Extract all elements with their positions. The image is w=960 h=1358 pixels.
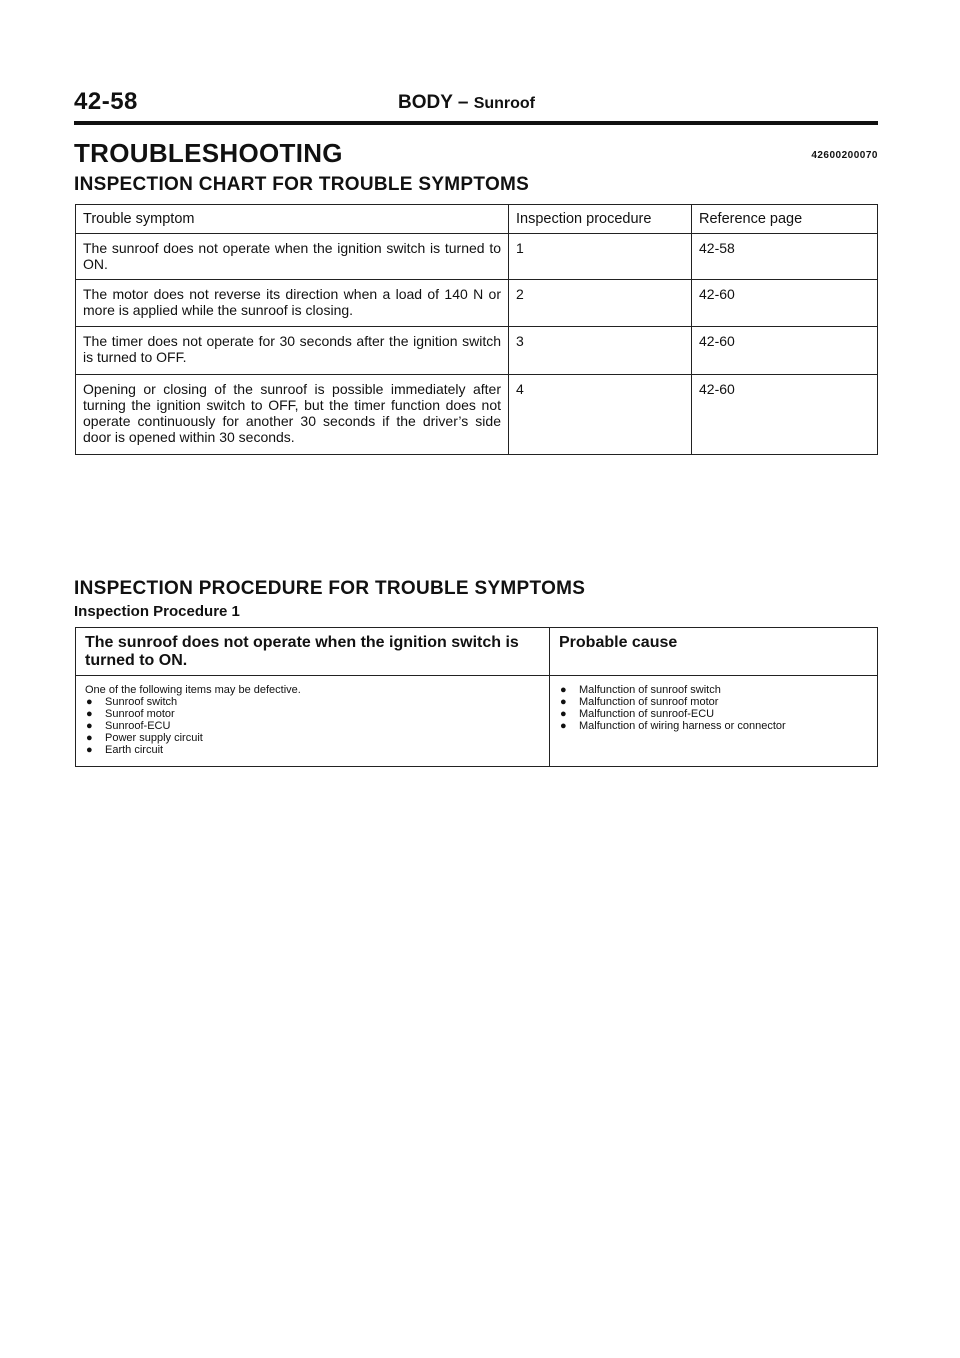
bullet-icon: ●	[560, 696, 567, 708]
table-row	[76, 375, 878, 455]
list-item	[559, 720, 868, 732]
title-dash: –	[452, 92, 474, 113]
chart-title: INSPECTION CHART FOR TROUBLE SYMPTOMS	[74, 174, 530, 195]
procedure-1-table	[75, 627, 878, 767]
procedure-1-title: Inspection Procedure 1	[74, 603, 240, 620]
list-item	[559, 696, 868, 708]
bullet-icon: ●	[560, 720, 567, 732]
list-item	[85, 744, 540, 756]
procedure-cell: 4	[509, 375, 692, 455]
symptom-cell: The motor does not reverse its direction when a load of 140 N or more is applied while the sunroof is closing.	[76, 280, 509, 327]
reference-page-cell: 42-60	[692, 375, 878, 455]
list-item	[85, 696, 540, 708]
main-title: TROUBLESHOOTING	[74, 138, 343, 168]
procedure-symptom-header: The sunroof does not operate when the ignition switch is turned to ON.	[76, 628, 550, 676]
reference-page-cell: 42-60	[692, 280, 878, 327]
bullet-icon: ●	[86, 744, 93, 756]
defective-intro: One of the following items may be defective.	[85, 684, 301, 696]
list-item-text: Malfunction of wiring harness or connector	[579, 720, 786, 732]
bullet-icon: ●	[86, 732, 93, 744]
reference-page-cell: 42-60	[692, 327, 878, 375]
section-title	[398, 92, 535, 114]
list-item-text: Malfunction of sunroof switch	[579, 684, 721, 696]
procedure-cell: 2	[509, 280, 692, 327]
table-row	[76, 676, 878, 767]
list-item	[559, 708, 868, 720]
bullet-icon: ●	[86, 720, 93, 732]
column-header-symptom: Trouble symptom	[76, 205, 509, 234]
list-item-text: Sunroof switch	[105, 696, 178, 708]
list-item	[85, 720, 540, 732]
inspection-chart-table	[75, 204, 878, 455]
list-item	[559, 684, 868, 696]
list-item-text: Power supply circuit	[105, 732, 203, 744]
probable-cause-header: Probable cause	[550, 628, 878, 676]
table-row	[76, 327, 878, 375]
table-row	[76, 234, 878, 280]
table-header-row	[76, 205, 878, 234]
table-header-row	[76, 628, 878, 676]
page-number: 42-58	[74, 88, 138, 115]
bullet-icon: ●	[86, 696, 93, 708]
bullet-icon: ●	[560, 708, 567, 720]
list-item-text: Malfunction of sunroof-ECU	[579, 708, 715, 720]
list-item	[85, 708, 540, 720]
bullet-icon: ●	[560, 684, 567, 696]
section-name: BODY	[398, 92, 453, 113]
document-code: 42600200070	[811, 150, 878, 161]
subsection-name: Sunroof	[473, 95, 536, 112]
list-item-text: Malfunction of sunroof motor	[579, 696, 719, 708]
probable-causes-list	[559, 684, 868, 732]
symptom-cell: The sunroof does not operate when the ignition switch is turned to ON.	[76, 234, 509, 280]
list-item-text: Earth circuit	[105, 744, 164, 756]
column-header-procedure: Inspection procedure	[509, 205, 692, 234]
list-item-text: Sunroof motor	[105, 708, 175, 720]
bullet-icon: ●	[86, 708, 93, 720]
header-rule	[74, 121, 878, 125]
procedure-cell: 3	[509, 327, 692, 375]
list-item	[85, 732, 540, 744]
procedure-section-title: INSPECTION PROCEDURE FOR TROUBLE SYMPTOMS	[74, 578, 586, 599]
reference-page-cell: 42-58	[692, 234, 878, 280]
defective-items-cell	[76, 676, 550, 767]
table-row	[76, 280, 878, 327]
symptom-cell: The timer does not operate for 30 seconds after the ignition switch is turned to OFF.	[76, 327, 509, 375]
list-item-text: Sunroof-ECU	[105, 720, 171, 732]
symptom-cell: Opening or closing of the sunroof is possible immediately after turning the ignition switch to OFF, but the timer function does not operate continuously for another 30 seconds if the driver’s side door is opened within 30 seconds.	[76, 375, 509, 455]
column-header-reference: Reference page	[692, 205, 878, 234]
defective-items-list	[85, 696, 540, 756]
probable-causes-cell	[550, 676, 878, 767]
procedure-cell: 1	[509, 234, 692, 280]
